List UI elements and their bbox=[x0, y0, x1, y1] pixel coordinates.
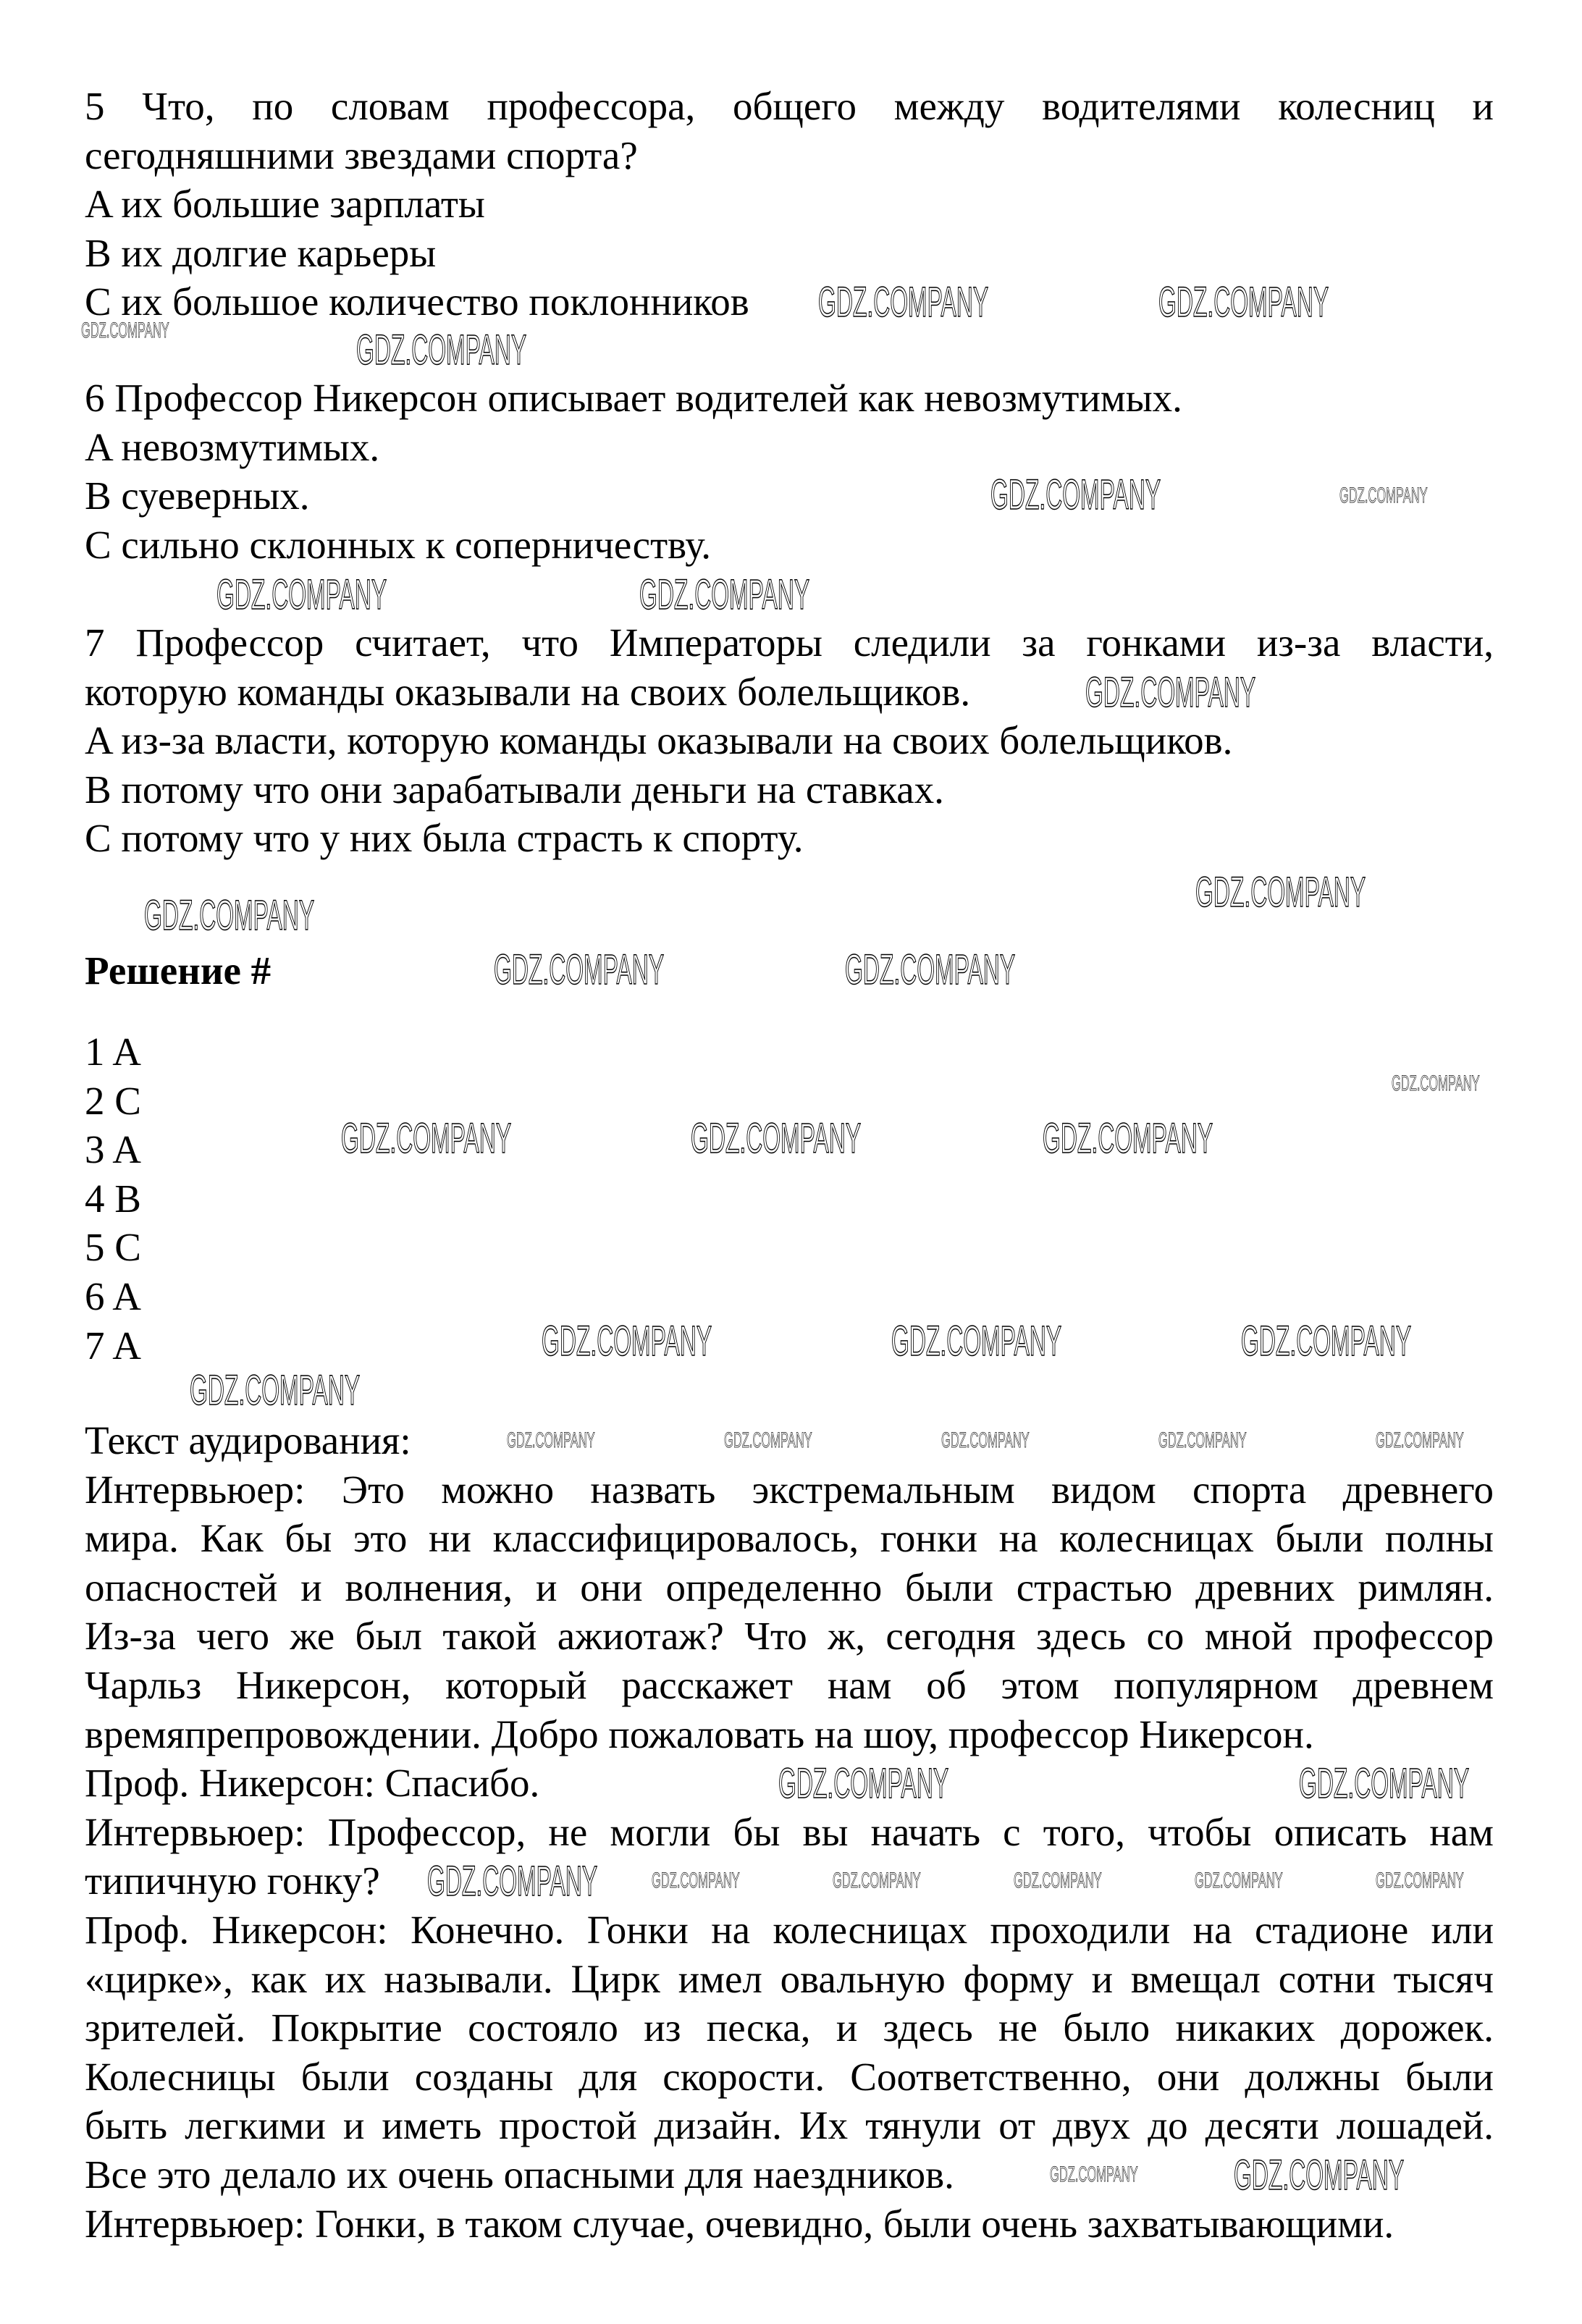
text-line: C сильно склонных к соперничеству. bbox=[85, 522, 711, 567]
question-6 bbox=[85, 374, 1494, 569]
watermark: GDZ.COMPANY bbox=[356, 327, 527, 374]
answer-item: 7 A bbox=[85, 1323, 141, 1368]
text-line: Проф. Никерсон: Конечно. Гонки на колесницах проходили на стадионе или bbox=[85, 1907, 1494, 1952]
watermark: GDZ.COMPANY bbox=[81, 319, 169, 342]
answer-item: 2 C bbox=[85, 1078, 141, 1123]
text-line: 5 Что, по словам профессора, общего между водителями колесниц и bbox=[85, 84, 1494, 128]
text-line: A из-за власти, которую команды оказывали на своих болельщиков. bbox=[85, 718, 1233, 763]
text-line: Интервьюер: Профессор, не могли бы вы начать с того, чтобы описать нам bbox=[85, 1809, 1494, 1854]
question-7 bbox=[85, 618, 1494, 863]
text-line: Чарльз Никерсон, который расскажет нам об этом популярном древнем bbox=[85, 1662, 1494, 1707]
watermark: GDZ.COMPANY bbox=[891, 1318, 1062, 1365]
watermark: GDZ.COMPANY bbox=[144, 892, 315, 939]
watermark: GDZ.COMPANY bbox=[1392, 1072, 1480, 1095]
watermark: GDZ.COMPANY bbox=[1158, 1428, 1247, 1452]
watermark: GDZ.COMPANY bbox=[427, 1858, 598, 1905]
answer-item: 5 C bbox=[85, 1225, 141, 1270]
watermark: GDZ.COMPANY bbox=[1195, 1869, 1283, 1893]
watermark: GDZ.COMPANY bbox=[1085, 669, 1256, 716]
watermark: GDZ.COMPANY bbox=[845, 946, 1016, 993]
text-line: типичную гонку? bbox=[85, 1858, 380, 1903]
watermark: GDZ.COMPANY bbox=[778, 1760, 949, 1807]
watermark: GDZ.COMPANY bbox=[818, 279, 989, 326]
text-line: B потому что они зарабатывали деньги на ставках. bbox=[85, 767, 944, 812]
text-line: Колесницы были созданы для скорости. Соответственно, они должны были bbox=[85, 2054, 1494, 2099]
text-line: 7 Профессор считает, что Императоры следили за гонками из-за власти, bbox=[85, 620, 1494, 665]
text-line: Интервьюер: Гонки, в таком случае, очевидно, были очень захватывающими. bbox=[85, 2201, 1394, 2246]
text-line: B их долгие карьеры bbox=[85, 230, 437, 275]
text-line: Все это делало их очень опасными для наездников. bbox=[85, 2152, 954, 2197]
watermark: GDZ.COMPANY bbox=[1158, 279, 1329, 326]
text-line: 6 Профессор Никерсон описывает водителей как невозмутимых. bbox=[85, 376, 1182, 420]
solution-heading: Решение # bbox=[85, 948, 272, 993]
text-line: времяпрепровождении. Добро пожаловать на шоу, профессор Никерсон. bbox=[85, 1712, 1314, 1756]
answer-item: 4 B bbox=[85, 1176, 141, 1221]
watermark: GDZ.COMPANY bbox=[990, 471, 1161, 518]
text-line: которую команды оказывали на своих болельщиков. bbox=[85, 669, 971, 714]
watermark: GDZ.COMPANY bbox=[691, 1115, 862, 1162]
text-line: быть легкими и иметь простой дизайн. Их тянули от двух до десяти лошадей. bbox=[85, 2103, 1494, 2148]
answer-item: 3 A bbox=[85, 1127, 141, 1172]
text-line: зрителей. Покрытие состояло из песка, и здесь не было никаких дорожек. bbox=[85, 2005, 1494, 2050]
watermark: GDZ.COMPANY bbox=[1195, 869, 1366, 916]
watermark: GDZ.COMPANY bbox=[1339, 484, 1428, 508]
watermark: GDZ.COMPANY bbox=[341, 1115, 512, 1162]
watermark: GDZ.COMPANY bbox=[216, 571, 387, 618]
text-line: A их большие зарплаты bbox=[85, 182, 485, 227]
watermark: GDZ.COMPANY bbox=[639, 571, 810, 618]
watermark: GDZ.COMPANY bbox=[507, 1428, 595, 1452]
watermark: GDZ.COMPANY bbox=[1043, 1115, 1213, 1162]
text-line: B суеверных. bbox=[85, 473, 310, 518]
text-line: мира. Как бы это ни классифицировалось, гонки на колесницах были полны bbox=[85, 1516, 1494, 1561]
watermark: GDZ.COMPANY bbox=[494, 946, 665, 993]
watermark: GDZ.COMPANY bbox=[542, 1318, 712, 1365]
watermark: GDZ.COMPANY bbox=[1050, 2163, 1138, 2186]
watermark: GDZ.COMPANY bbox=[724, 1428, 812, 1452]
text-line: Проф. Никерсон: Спасибо. bbox=[85, 1761, 540, 1806]
watermark: GDZ.COMPANY bbox=[1376, 1428, 1464, 1452]
text-line: «цирке», как их называли. Цирк имел овальную форму и вмещал сотни тысяч bbox=[85, 1956, 1494, 2001]
solution-section bbox=[85, 946, 1494, 995]
watermark: GDZ.COMPANY bbox=[941, 1428, 1030, 1452]
text-line: опасностей и волнения, и они определенно были страстью древних римлян. bbox=[85, 1565, 1494, 1609]
answer-item: 1 A bbox=[85, 1030, 141, 1074]
text-line: A невозмутимых. bbox=[85, 424, 380, 469]
watermark: GDZ.COMPANY bbox=[1234, 2152, 1405, 2199]
watermark: GDZ.COMPANY bbox=[1014, 1869, 1102, 1893]
text-line: Из-за чего же был такой ажиотаж? Что ж, сегодня здесь со мной профессор bbox=[85, 1614, 1494, 1659]
watermark: GDZ.COMPANY bbox=[190, 1367, 361, 1414]
watermark: GDZ.COMPANY bbox=[1376, 1869, 1464, 1893]
text-line: C их большое количество поклонников bbox=[85, 279, 749, 324]
answer-item: 6 A bbox=[85, 1273, 141, 1318]
watermark: GDZ.COMPANY bbox=[1299, 1760, 1470, 1807]
transcript bbox=[85, 1416, 1494, 2248]
watermark: GDZ.COMPANY bbox=[1241, 1318, 1412, 1365]
text-line: Интервьюер: Это можно назвать экстремальным видом спорта древнего bbox=[85, 1467, 1494, 1512]
watermark: GDZ.COMPANY bbox=[833, 1869, 921, 1893]
text-line: Текст аудирования: bbox=[85, 1418, 411, 1462]
text-line: сегодняшними звездами спорта? bbox=[85, 132, 638, 177]
text-line: C потому что у них была страсть к спорту. bbox=[85, 816, 804, 861]
watermark: GDZ.COMPANY bbox=[652, 1869, 740, 1893]
